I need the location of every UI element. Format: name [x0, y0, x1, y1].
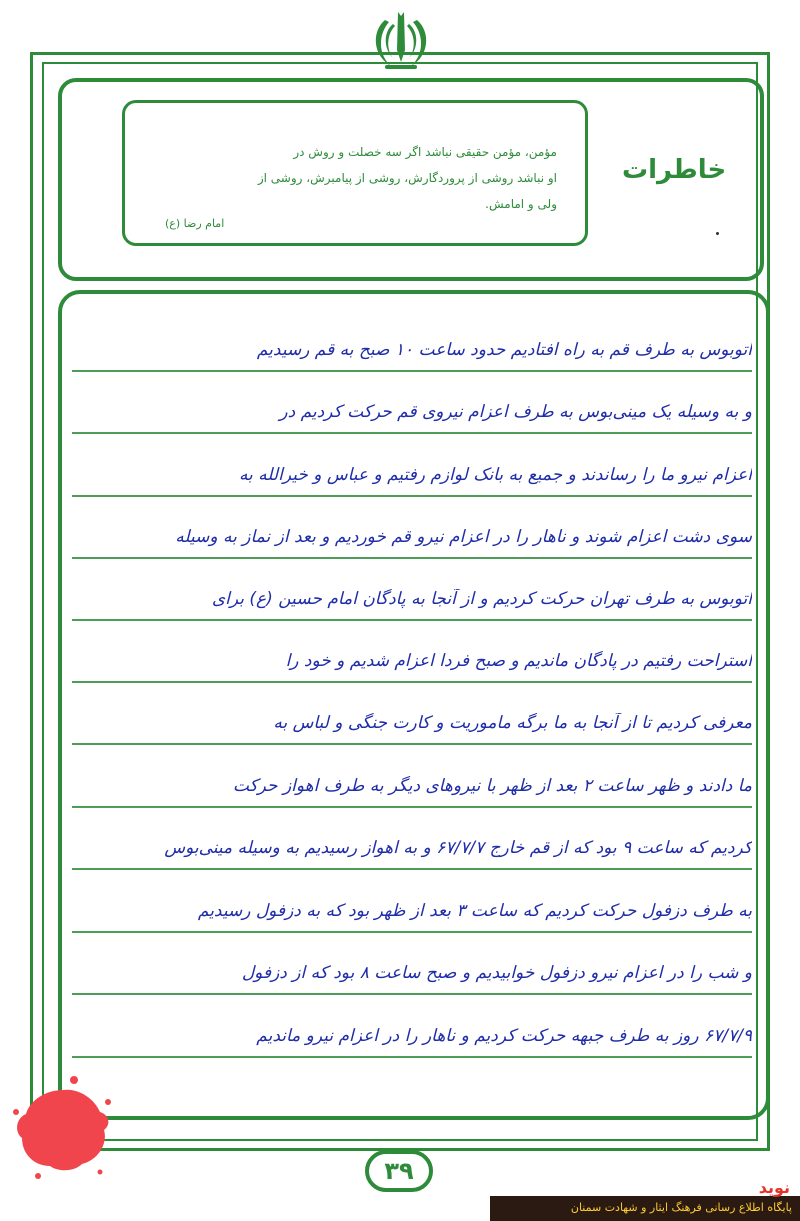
page-number-badge: [365, 1150, 433, 1192]
watermark-logo: نوید: [758, 1178, 790, 1197]
ruled-line: [72, 931, 752, 933]
ruled-line: [72, 743, 752, 745]
ruled-line: [72, 868, 752, 870]
site-watermark: [490, 1178, 800, 1221]
watermark-text: پایگاه اطلاع رسانی فرهنگ ایثار و شهادت سمنان: [570, 1201, 792, 1214]
handwritten-line: اتوبوس به طرف تهران حرکت کردیم و از آنجا به پادگان امام حسین (ع) برای: [211, 589, 752, 609]
ink-dot: [716, 232, 719, 235]
ruled-line: [72, 619, 752, 621]
quote-box: [122, 100, 588, 246]
ruled-line: [72, 370, 752, 372]
handwritten-line: ۶۷/۷/۹ روز به طرف جبهه حرکت کردیم و ناهار را در اعزام نیرو ماندیم: [256, 1026, 752, 1046]
handwritten-line: ما دادند و ظهر ساعت ۲ بعد از ظهر با نیروهای دیگر به طرف اهواز حرکت: [232, 776, 752, 796]
handwritten-line: معرفی کردیم تا از آنجا به ما برگه ماموریت و کارت جنگی و لباس به: [273, 713, 752, 733]
quote-line: او نباشد روشی از پروردگارش، روشی از پیامبرش، روشی از: [257, 171, 557, 185]
ruled-line: [72, 1056, 752, 1058]
ruled-line: [72, 806, 752, 808]
page-number: ۳۹: [384, 1157, 414, 1185]
ruled-line: [72, 495, 752, 497]
hadith-quote: [139, 139, 557, 217]
handwritten-line: استراحت رفتیم در پادگان ماندیم و صبح فردا اعزام شدیم و خود را: [285, 651, 752, 671]
handwritten-line: به طرف دزفول حرکت کردیم که ساعت ۳ بعد از ظهر بود که به دزفول رسیدیم: [197, 901, 752, 921]
handwritten-line: و به وسیله یک مینی‌بوس به طرف اعزام نیروی قم حرکت کردیم در: [279, 402, 752, 422]
ink-blot-icon: [8, 1072, 118, 1182]
quote-line: مؤمن، مؤمن حقیقی نباشد اگر سه خصلت و روش در: [293, 145, 557, 159]
ruled-line: [72, 681, 752, 683]
handwritten-line: و شب را در اعزام نیرو دزفول خوابیدیم و صبح ساعت ۸ بود که از دزفول: [241, 963, 752, 983]
ruled-line: [72, 993, 752, 995]
handwritten-line: سوی دشت اعزام شوند و ناهار را در اعزام نیرو قم خوردیم و بعد از نماز به وسیله: [175, 527, 752, 547]
section-title: خاطرات: [622, 155, 727, 185]
handwritten-line: اتوبوس به طرف قم به راه افتادیم حدود ساعت ۱۰ صبح به قم رسیدیم: [256, 340, 752, 360]
ruled-line: [72, 432, 752, 434]
quote-line: ولی و امامش.: [485, 197, 557, 211]
ruled-line: [72, 557, 752, 559]
handwritten-line: کردیم که ساعت ۹ بود که از قم خارج ۶۷/۷/۷ و به اهواز رسیدیم به وسیله مینی‌بوس: [164, 838, 752, 858]
handwritten-line: اعزام نیرو ما را رساندند و جمیع به بانک لوازم رفتیم و عباس و خیرالله به: [238, 465, 752, 485]
quote-attribution: امام رضا (ع): [165, 217, 225, 230]
